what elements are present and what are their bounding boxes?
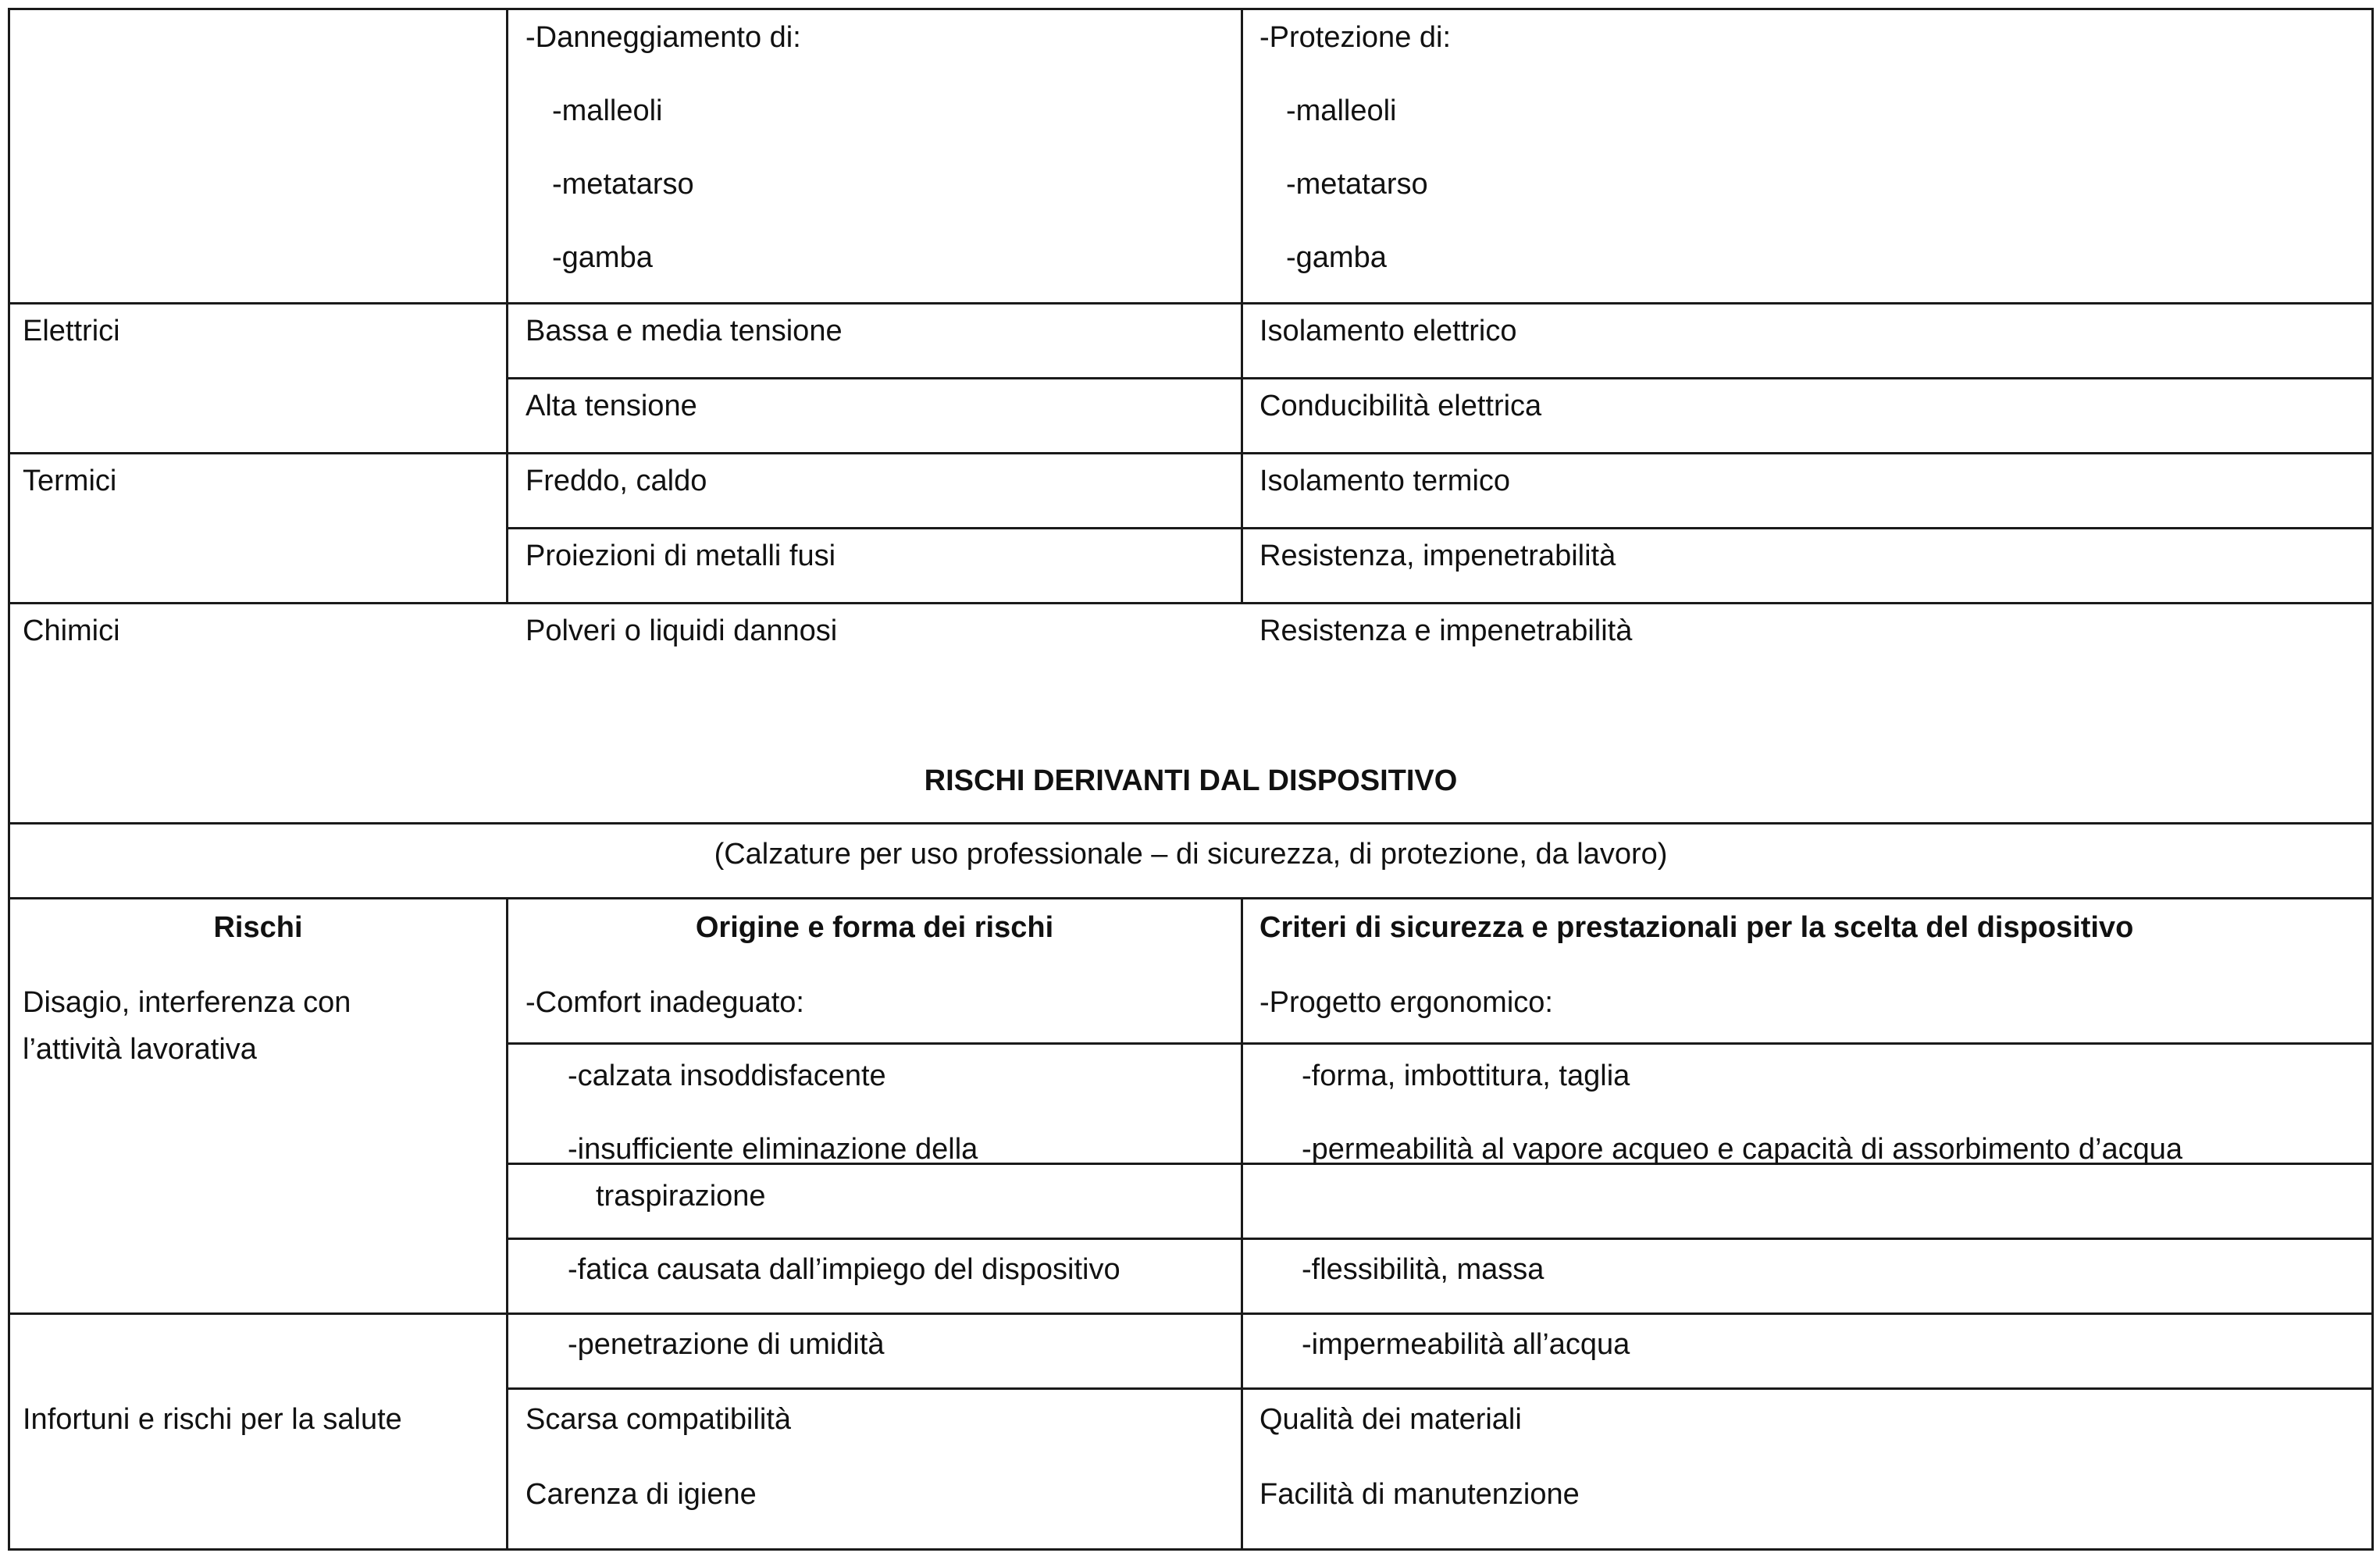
cell-text: Bassa e media tensione [526,315,843,347]
cell-text: -permeabilità al vapore acqueo e capacità di assorbimento d’acqua [1302,1133,2183,1166]
cell-text: Scarsa compatibilità [526,1403,792,1436]
cell-text: -impermeabilità all’acqua [1302,1328,1630,1361]
risk-table [8,8,2374,1551]
cell-text: Proiezioni di metalli fusi [526,540,836,572]
column-divider [1241,897,1243,1548]
row-divider [10,452,2371,454]
column-divider [1241,10,1243,602]
cell-text: -malleoli [1286,94,1397,127]
cell-text: -forma, imbottitura, taglia [1302,1060,1630,1092]
cell-text: -Protezione di: [1259,21,1452,54]
cell-text: Resistenza, impenetrabilità [1259,540,1616,572]
cell-text: -malleoli [552,94,663,127]
cell-text: -Comfort inadeguato: [526,986,804,1019]
cell-text: Facilità di manutenzione [1259,1478,1580,1511]
row-divider [508,1387,2371,1390]
cell-text: -metatarso [552,168,694,201]
cell-text: -fatica causata dall’impiego del dispositivo [568,1253,1121,1286]
cell-text: traspirazione [596,1180,766,1213]
risk-label: Chimici [23,614,120,647]
cell-text: -insufficiente eliminazione della [568,1133,978,1166]
row-divider [508,527,2371,529]
cell-text: Carenza di igiene [526,1478,757,1511]
header-risks: Rischi [213,911,303,944]
cell-text: Isolamento elettrico [1259,315,1517,347]
cell-text: -gamba [1286,241,1387,274]
cell-text: Alta tensione [526,390,697,422]
cell-text: Conducibilità elettrica [1259,390,1542,422]
cell-text: -gamba [552,241,653,274]
row-divider [508,1042,2371,1045]
cell-text: -flessibilità, massa [1302,1253,1545,1286]
row-divider [10,822,2371,825]
header-criteria: Criteri di sicurezza e prestazionali per la scelta del dispositivo [1259,911,2134,944]
cell-text: -calzata insoddisfacente [568,1060,886,1092]
cell-text: Freddo, caldo [526,465,707,497]
section-title: RISCHI DERIVANTI DAL DISPOSITIVO [924,764,1458,797]
section-subtitle: (Calzature per uso professionale – di sicurezza, di protezione, da lavoro) [714,838,1668,871]
risk-label: Elettrici [23,315,120,347]
row-divider [10,602,2371,604]
row-divider [10,897,2371,899]
risk-label: Infortuni e rischi per la salute [23,1403,402,1436]
cell-text: Polveri o liquidi dannosi [526,614,838,647]
cell-text: Qualità dei materiali [1259,1403,1522,1436]
row-divider [10,302,2371,305]
risk-label: l’attività lavorativa [23,1033,257,1066]
row-divider [10,1312,2371,1315]
cell-text: Isolamento termico [1259,465,1511,497]
cell-text: -penetrazione di umidità [568,1328,885,1361]
header-origin: Origine e forma dei rischi [695,911,1054,944]
risk-label: Disagio, interferenza con [23,986,351,1019]
row-divider [508,1238,2371,1240]
risk-label: Termici [23,465,117,497]
cell-text: -metatarso [1286,168,1428,201]
cell-text: -Progetto ergonomico: [1259,986,1553,1019]
column-divider [506,897,508,1548]
cell-text: Resistenza e impenetrabilità [1259,614,1633,647]
column-divider [506,10,508,602]
cell-text: -Danneggiamento di: [526,21,801,54]
row-divider [508,377,2371,379]
